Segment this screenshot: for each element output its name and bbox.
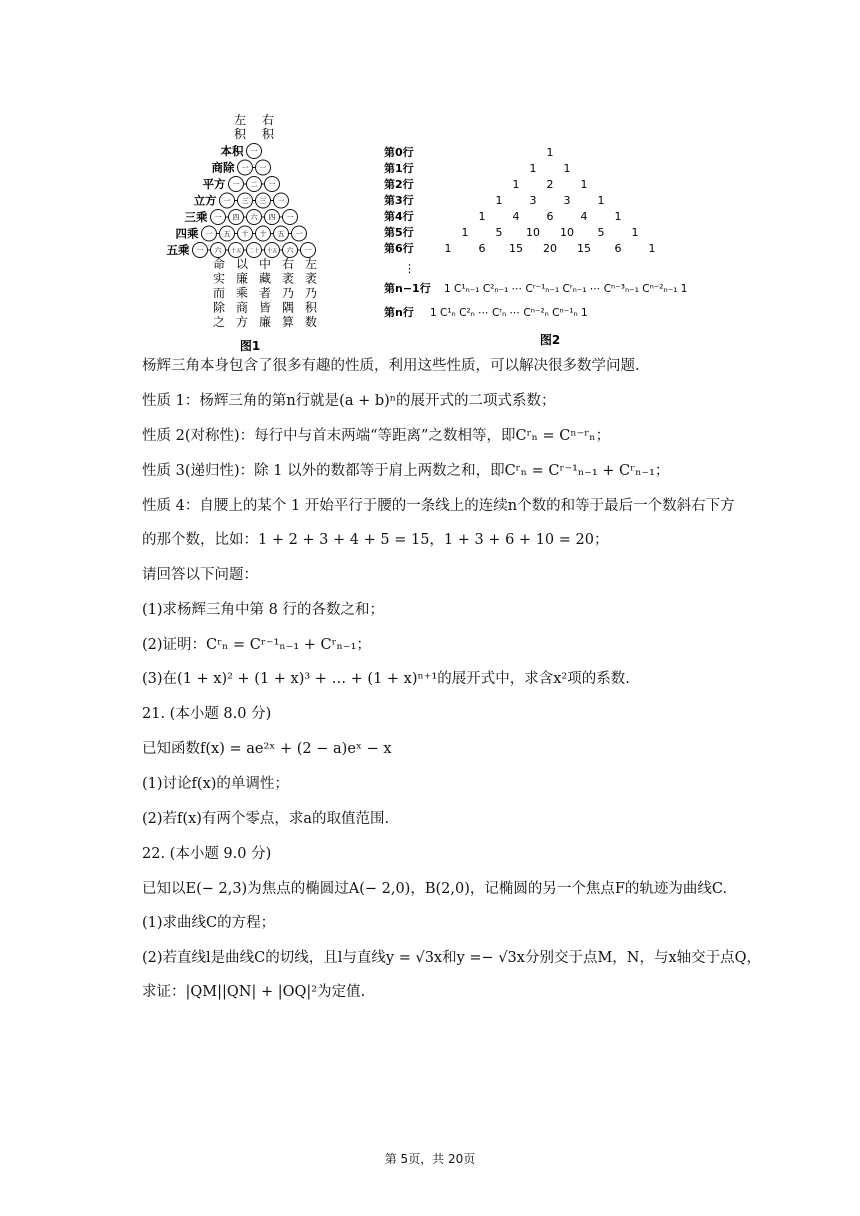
fig2-value: 1	[580, 178, 588, 191]
fig1-bottom-char: 而	[212, 286, 226, 300]
fig1-row-label: 三乘	[184, 210, 208, 224]
fig2-row-label: 第5行	[384, 226, 414, 239]
property-2: 性质 2(对称性)：每行中与首末两端“等距离”之数相等，即Cʳₙ = Cⁿ⁻ʳₙ；	[142, 428, 611, 444]
fig1-circle-value: 一	[214, 213, 222, 222]
fig1-circle-value: 一	[232, 180, 240, 189]
fig1-bottom-char: 之	[212, 315, 226, 329]
fig1-circle-value: 三	[241, 197, 249, 205]
fig2-value: 15	[577, 242, 591, 255]
property-4-line2: 的那个数，比如：1 + 2 + 3 + 4 + 5 = 15，1 + 3 + 6 + 10 = 20；	[142, 532, 609, 548]
fig1-circle-value: 十	[241, 230, 249, 238]
fig1-row-label: 五乘	[166, 243, 190, 257]
fig1-top-label: 右	[261, 113, 275, 127]
fig1-circle-value: 一	[241, 164, 249, 172]
fig1-circle-value: 一	[268, 180, 276, 189]
property-3: 性质 3(递归性)：除 1 以外的数都等于肩上两数之和，即Cʳₙ = Cʳ⁻¹ₙ₋₁ + Cʳₙ₋₁；	[142, 463, 670, 479]
fig2-row-label: 第2行	[384, 178, 414, 191]
fig2-value: 1	[495, 194, 503, 207]
property-4-line1: 性质 4：自腰上的某个 1 开始平行于腰的一条线上的连续n个数的和等于最后一个数斜右下方	[142, 498, 735, 514]
fig2-value: 1	[648, 242, 656, 255]
fig2-row-n-minus-1: 1 C¹ₙ₋₁ C²ₙ₋₁ ⋯ Cʳ⁻¹ₙ₋₁ Cʳₙ₋₁ ⋯ Cⁿ⁻³ₙ₋₁ Cⁿ⁻²ₙ₋₁ 1	[444, 283, 688, 295]
fig2-value: 5	[495, 226, 503, 239]
question-prompt: 请回答以下问题：	[142, 567, 258, 583]
fig1-row-label: 商除	[211, 160, 235, 175]
problem-22-q2-cont: 求证：|QM||QN| + |OQ|²为定值.	[142, 984, 366, 1000]
fig1-row-label: 平方	[202, 177, 226, 191]
fig2-value: 1	[478, 210, 486, 223]
fig1-circle-value: 一	[277, 197, 285, 205]
fig1-bottom-char: 乘	[235, 286, 249, 300]
fig2-value: 6	[614, 242, 622, 255]
fig2-row-label: 第6行	[384, 242, 414, 255]
fig1-circle-value: 三	[259, 197, 267, 205]
fig1-circle-value: 四	[268, 213, 276, 222]
fig1-circle-value: 二十	[248, 248, 260, 255]
fig2-row-label: 第4行	[384, 210, 414, 223]
fig1-circle-value: 一	[250, 147, 258, 156]
problem-21-q2: (2)若f(x)有两个零点，求a的取值范围.	[142, 811, 390, 827]
fig2-row-label: 第3行	[384, 194, 414, 207]
fig1-bottom-char: 隅	[281, 300, 295, 315]
problem-21-q1: (1)讨论f(x)的单调性；	[142, 776, 289, 792]
fig1-bottom-char: 廉	[258, 315, 272, 329]
question-1: (1)求杨辉三角中第 8 行的各数之和；	[142, 602, 384, 618]
problem-21-heading: 21. (本小题 8.0 分)	[142, 706, 272, 722]
fig1-bottom-char: 藏	[258, 271, 272, 286]
fig1-bottom-char: 袤	[281, 271, 295, 286]
fig1-bottom-char: 以	[235, 257, 249, 271]
fig1-caption: 图1	[239, 339, 261, 353]
fig1-circle-value: 一	[295, 230, 303, 238]
fig2-row-n: 1 C¹ₙ C²ₙ ⋯ Cʳₙ ⋯ Cⁿ⁻²ₙ Cⁿ⁻¹ₙ 1	[430, 307, 588, 319]
fig1-circle-value: 一	[196, 246, 204, 255]
fig1-top-label: 左	[233, 113, 247, 127]
problem-22-q2: (2)若直线l是曲线C的切线，且l与直线y = √3x和y =− √3x分别交于点M，N，与x轴交于点Q，	[142, 950, 762, 966]
fig2-value: 4	[512, 210, 520, 223]
fig1-bottom-char: 方	[235, 315, 249, 329]
fig1-bottom-char: 命	[212, 257, 226, 271]
fig2-value: 5	[597, 226, 605, 239]
fig2-value: 6	[546, 210, 554, 223]
fig2-value: 1	[461, 226, 469, 239]
problem-22-heading: 22. (本小题 9.0 分)	[142, 846, 272, 862]
fig2-value: 15	[509, 242, 523, 255]
fig1-circle-value: 十五	[230, 248, 242, 255]
fig1-bottom-char: 者	[258, 286, 272, 300]
fig1-bottom-char: 乃	[281, 286, 295, 300]
fig2-dots: ⋮	[404, 262, 415, 275]
fig2-value: 1	[597, 194, 605, 207]
fig1-circle-value: 一	[259, 164, 267, 172]
page-footer: 第 5页，共 20页	[384, 1152, 476, 1166]
fig1-top-label: 积	[233, 127, 247, 141]
fig2-value: 1	[512, 178, 520, 191]
fig1-circle-value: 六	[250, 213, 258, 222]
fig1-circle-value: 六	[286, 246, 294, 255]
property-1: 性质 1：杨辉三角的第n行就是(a + b)ⁿ的展开式的二项式系数；	[142, 393, 556, 409]
fig1-circle-value: 四	[232, 213, 240, 222]
fig1-bottom-char: 廉	[235, 271, 249, 286]
fig2-value: 20	[543, 242, 557, 255]
fig1-circle-value: 一	[205, 230, 213, 238]
fig1-bottom-char: 右	[281, 257, 295, 271]
fig1-bottom-char: 乃	[304, 286, 318, 300]
fig2-row-label: 第n−1行	[384, 282, 431, 295]
fig1-bottom-char: 数	[304, 315, 318, 329]
fig1-circle-value: 一	[304, 246, 312, 255]
fig1-row-label: 立方	[193, 193, 217, 208]
problem-21-function: 已知函数f(x) = ae²ˣ + (2 − a)eˣ − x	[142, 741, 392, 757]
fig1-bottom-char: 袤	[304, 271, 318, 286]
fig1-circle-value: 二	[250, 180, 258, 189]
figure-1-yanghui-triangle-chinese	[140, 108, 360, 358]
fig2-caption: 图2	[539, 333, 561, 347]
fig2-value: 6	[478, 242, 486, 255]
problem-22-statement: 已知以E(− 2,3)为焦点的椭圆过A(− 2,0)，B(2,0)，记椭圆的另一个焦点F的轨迹为曲线C.	[142, 881, 728, 897]
fig1-bottom-char: 左	[304, 257, 318, 271]
figure-2-pascal-triangle	[382, 140, 722, 355]
fig1-circle-value: 十	[259, 230, 267, 238]
fig1-bottom-char: 商	[235, 300, 249, 315]
question-2: (2)证明：Cʳₙ = Cʳ⁻¹ₙ₋₁ + Cʳₙ₋₁；	[142, 637, 371, 653]
fig1-circle-value: 五	[223, 230, 231, 238]
problem-22-q1: (1)求曲线C的方程；	[142, 915, 276, 931]
fig2-value: 1	[444, 242, 452, 255]
fig1-bottom-char: 积	[304, 300, 318, 315]
fig2-value: 1	[614, 210, 622, 223]
fig1-bottom-char: 算	[281, 315, 295, 329]
fig1-bottom-char: 中	[258, 257, 272, 271]
fig2-value: 1	[546, 146, 554, 159]
fig2-value: 1	[631, 226, 639, 239]
fig1-circle-value: 六	[214, 246, 222, 255]
fig2-value: 3	[529, 194, 537, 207]
question-3: (3)在(1 + x)² + (1 + x)³ + … + (1 + x)ⁿ⁺¹的展开式中，求含x²项的系数.	[142, 671, 630, 687]
fig1-bottom-char: 皆	[258, 300, 272, 315]
fig2-row-label: 第n行	[384, 306, 414, 319]
fig2-value: 10	[560, 226, 574, 239]
fig1-bottom-char: 除	[212, 300, 226, 315]
fig2-value: 2	[546, 178, 554, 191]
fig1-circle-value: 一	[286, 213, 294, 222]
fig1-bottom-char: 实	[212, 271, 226, 286]
fig2-value: 4	[580, 210, 588, 223]
fig2-value: 1	[529, 162, 537, 175]
fig2-value: 1	[563, 162, 571, 175]
fig2-value: 10	[526, 226, 540, 239]
intro-text: 杨辉三角本身包含了很多有趣的性质，利用这些性质，可以解决很多数学问题.	[142, 358, 640, 374]
fig1-row-label: 本积	[220, 144, 244, 158]
fig1-circle-value: 十五	[266, 248, 278, 255]
fig2-row-label: 第0行	[384, 146, 414, 159]
fig1-row-label: 四乘	[175, 226, 199, 241]
fig1-top-label: 积	[261, 127, 275, 141]
fig1-circle-value: 一	[223, 197, 231, 205]
fig2-row-label: 第1行	[384, 162, 414, 175]
fig1-circle-value: 五	[277, 230, 285, 238]
fig2-value: 3	[563, 194, 571, 207]
